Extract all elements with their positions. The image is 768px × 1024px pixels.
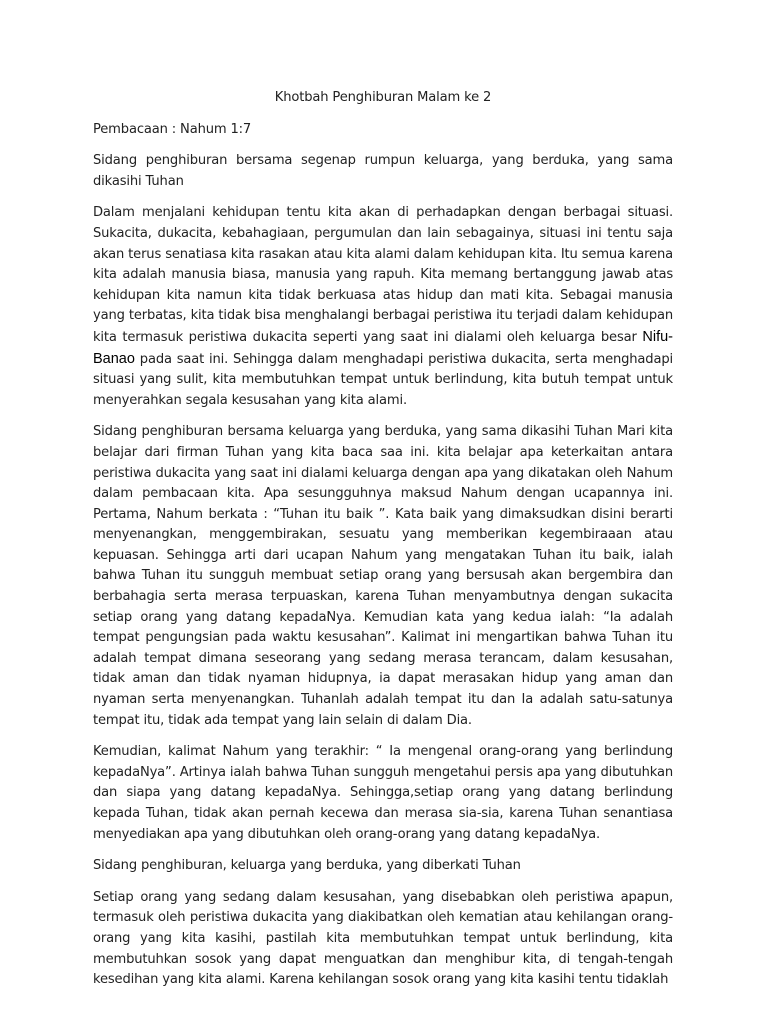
paragraph-1 <box>93 203 673 411</box>
document-title: Khotbah Penghiburan Malam ke 2 <box>274 90 492 105</box>
paragraph-4: Setiap orang yang sedang dalam kesusahan, yang disebabkan oleh peristiwa apapun, termasuk oleh peristiwa dukacita yang diakibatkan oleh kematian atau kehilangan orang-orang yang kita kasihi, pastilah kita membutuhkan tempat untuk berlindung, kita membutuhkan sosok yang dapat menguatkan dan menghibur kita, di tengah-tengah kesedihan yang kita alami. Karena kehilangan sosok orang yang kita kasihi tentu tidaklah <box>93 889 673 988</box>
document-body <box>93 88 673 1002</box>
second-greeting: Sidang penghiburan, keluarga yang berduka, yang diberkati Tuhan <box>93 858 521 874</box>
opening-greeting: Sidang penghiburan bersama segenap rumpun keluarga, yang berduka, yang sama dikasihi Tuhan <box>93 153 673 189</box>
paragraph-1-text-end: pada saat ini. Sehingga dalam menghadapi peristiwa dukacita, serta menghadapi situasi yang sulit, kita membutuhkan tempat untuk berlindung, kita butuh tempat untuk menyerahkan segala kesusahan yang kita alami. <box>93 351 673 408</box>
scripture-reading: Pembacaan : Nahum 1:7 <box>93 121 252 137</box>
paragraph-3: Kemudian, kalimat Nahum yang terakhir: “ Ia mengenal orang-orang yang berlindung kepadaNya”. Artinya ialah bahwa Tuhan sungguh mengetahui persis apa yang dibutuhkan dan siapa yang datang kepadaNya. Sehingga,setiap orang yang datang berlindung kepada Tuhan, tidak akan pernah kecewa dan merasa sia-sia, karena Tuhan senantiasa menyediakan apa yang dibutuhkan oleh orang-orang yang datang kepadaNya. <box>93 744 673 842</box>
paragraph-2: Sidang penghiburan bersama keluarga yang berduka, yang sama dikasihi Tuhan Mari kita belajar dari firman Tuhan yang kita baca saa ini. kita belajar apa keterkaitan antara peristiwa dukacita yang saat ini dialami keluarga dengan apa yang dikatakan oleh Nahum dalam pembacaan kita. Apa sesungguhnya maksud Nahum dengan ucapannya ini. Pertama, Nahum berkata : “Tuhan itu baik ”. Kata baik yang dimaksudkan disini berarti menyenangkan, menggembirakan, sesuatu yang memberikan kegembiraaan atau kepuasan. Sehingga arti dari ucapan Nahum yang mengatakan Tuhan itu baik, ialah bahwa Tuhan itu sungguh membuat setiap orang yang bersusah akan bergembira dan berbahagia serta merasa terpuaskan, karena Tuhan menyambutnya dengan sukacita setiap orang yang datang kepadaNya. Kemudian kata yang kedua ialah: “Ia adalah tempat pengungsian pada waktu kesusahan”. Kalimat ini mengartikan bahwa Tuhan itu adalah tempat dimana seseorang yang sedang merasa terancam, dalam kesusahan, tidak aman dan tidak nyaman hidupnya, ia dapat merasakan hidup yang aman dan nyaman serta menyenangkan. Tuhanlah adalah tempat itu dan Ia adalah satu-satunya tempat itu, tidak ada tempat yang lain selain di dalam Dia. <box>93 424 673 728</box>
family-name: Nifu-Banao <box>93 328 673 367</box>
paragraph-1-text-start: Dalam menjalani kehidupan tentu kita akan di perhadapkan dengan berbagai situasi. Sukacita, dukacita, kebahagiaan, pergumulan dan lain sebagainya, situasi ini tentu saja akan terus senatiasa kita rasakan atau kita alami dalam kehidupan kita. Itu semua karena kita adalah manusia biasa, manusia yang rapuh. Kita memang bertanggung jawab atas kehidupan kita namun kita tidak berkuasa atas hidup dan mati kita. Sebagai manusia yang terbatas, kita tidak bisa menghalangi berbagai peristiwa itu terjadi dalam kehidupan kita termasuk peristiwa dukacita seperti yang saat ini dialami oleh keluarga besar <box>93 205 673 345</box>
